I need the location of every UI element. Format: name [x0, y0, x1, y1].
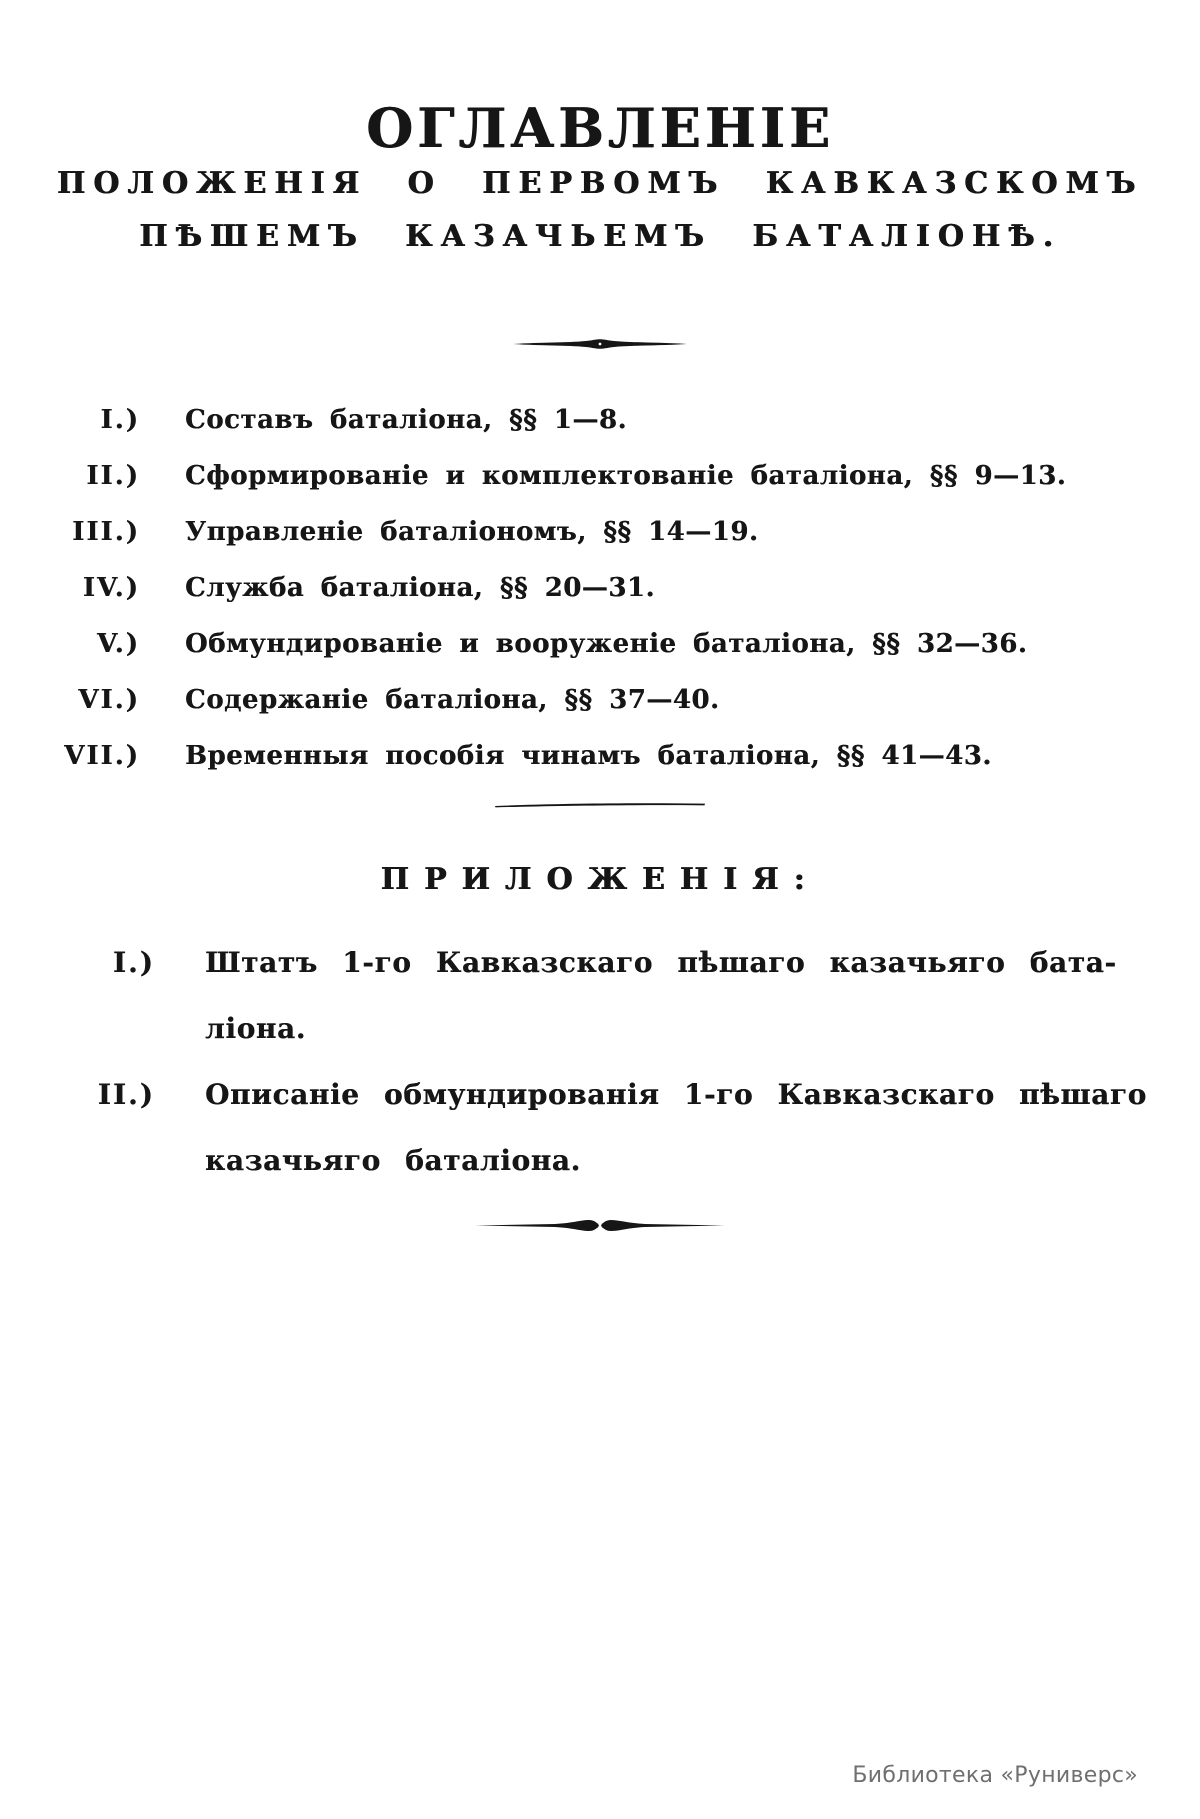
- toc-item-text: Служба баталіона, §§ 20—31.: [185, 573, 655, 603]
- toc-item-text: Временныя пособія чинамъ баталіона, §§ 41—43.: [185, 741, 992, 771]
- toc-item: [0, 448, 1200, 504]
- subtitle-line-1: ПОЛОЖЕНІЯ О ПЕРВОМЪ КАВКАЗСКОМЪ: [56, 166, 1144, 201]
- toc-item-numeral: VII.): [64, 741, 140, 771]
- appendix-heading: ПРИЛОЖЕНІЯ:: [380, 862, 820, 897]
- toc-item-numeral: III.): [72, 517, 140, 547]
- toc-item: [0, 672, 1200, 728]
- divider-ornament-bottom-icon: [475, 1218, 725, 1233]
- appendix-item: [0, 930, 1200, 1062]
- toc-item: [0, 504, 1200, 560]
- toc-item-text: Обмундированіе и вооруженіе баталіона, §§ 32—36.: [185, 629, 1028, 659]
- toc-item-numeral: IV.): [82, 573, 140, 603]
- toc-item-numeral: II.): [86, 461, 140, 491]
- page-title: ОГЛАВЛЕНІЕ: [365, 96, 835, 160]
- subtitle-line-2: ПѢШЕМЪ КАЗАЧЬЕМЪ БАТАЛІОНѢ.: [139, 219, 1061, 254]
- appendix-item-numeral: I.): [112, 946, 155, 979]
- appendix-item-numeral: II.): [97, 1078, 155, 1111]
- section-divider-rule-icon: [495, 799, 705, 809]
- appendix-item: [0, 1062, 1200, 1194]
- appendix-item-line-2: казачьяго баталіона.: [205, 1144, 581, 1177]
- toc-item-numeral: V.): [97, 629, 140, 659]
- toc-item-text: Составъ баталіона, §§ 1—8.: [185, 405, 628, 435]
- toc-item-text: Управленіе баталіономъ, §§ 14—19.: [185, 517, 759, 547]
- toc-item: [0, 728, 1200, 784]
- toc-item-text: Содержаніе баталіона, §§ 37—40.: [185, 685, 720, 715]
- toc-list: [0, 392, 1200, 784]
- appendix-item-line-1: Штатъ 1-го Кавказскаго пѣшаго казачьяго бата-: [205, 946, 1117, 979]
- toc-item-text: Сформированіе и комплектованіе баталіона, §§ 9—13.: [185, 461, 1067, 491]
- appendix-item-line-2: ліона.: [205, 1012, 307, 1045]
- appendix-item-line-1: Описаніе обмундированія 1-го Кавказскаго пѣшаго: [205, 1078, 1147, 1111]
- toc-item: [0, 616, 1200, 672]
- toc-item: [0, 560, 1200, 616]
- appendix-item-text: [205, 930, 1117, 1062]
- toc-item-numeral: I.): [100, 405, 140, 435]
- appendix-item-text: [205, 1062, 1147, 1194]
- library-watermark: Библиотека «Руниверс»: [852, 1763, 1138, 1788]
- appendix-list: [0, 930, 1200, 1194]
- toc-item-numeral: VI.): [78, 685, 140, 715]
- toc-item: [0, 392, 1200, 448]
- divider-ornament-top-icon: [512, 338, 688, 350]
